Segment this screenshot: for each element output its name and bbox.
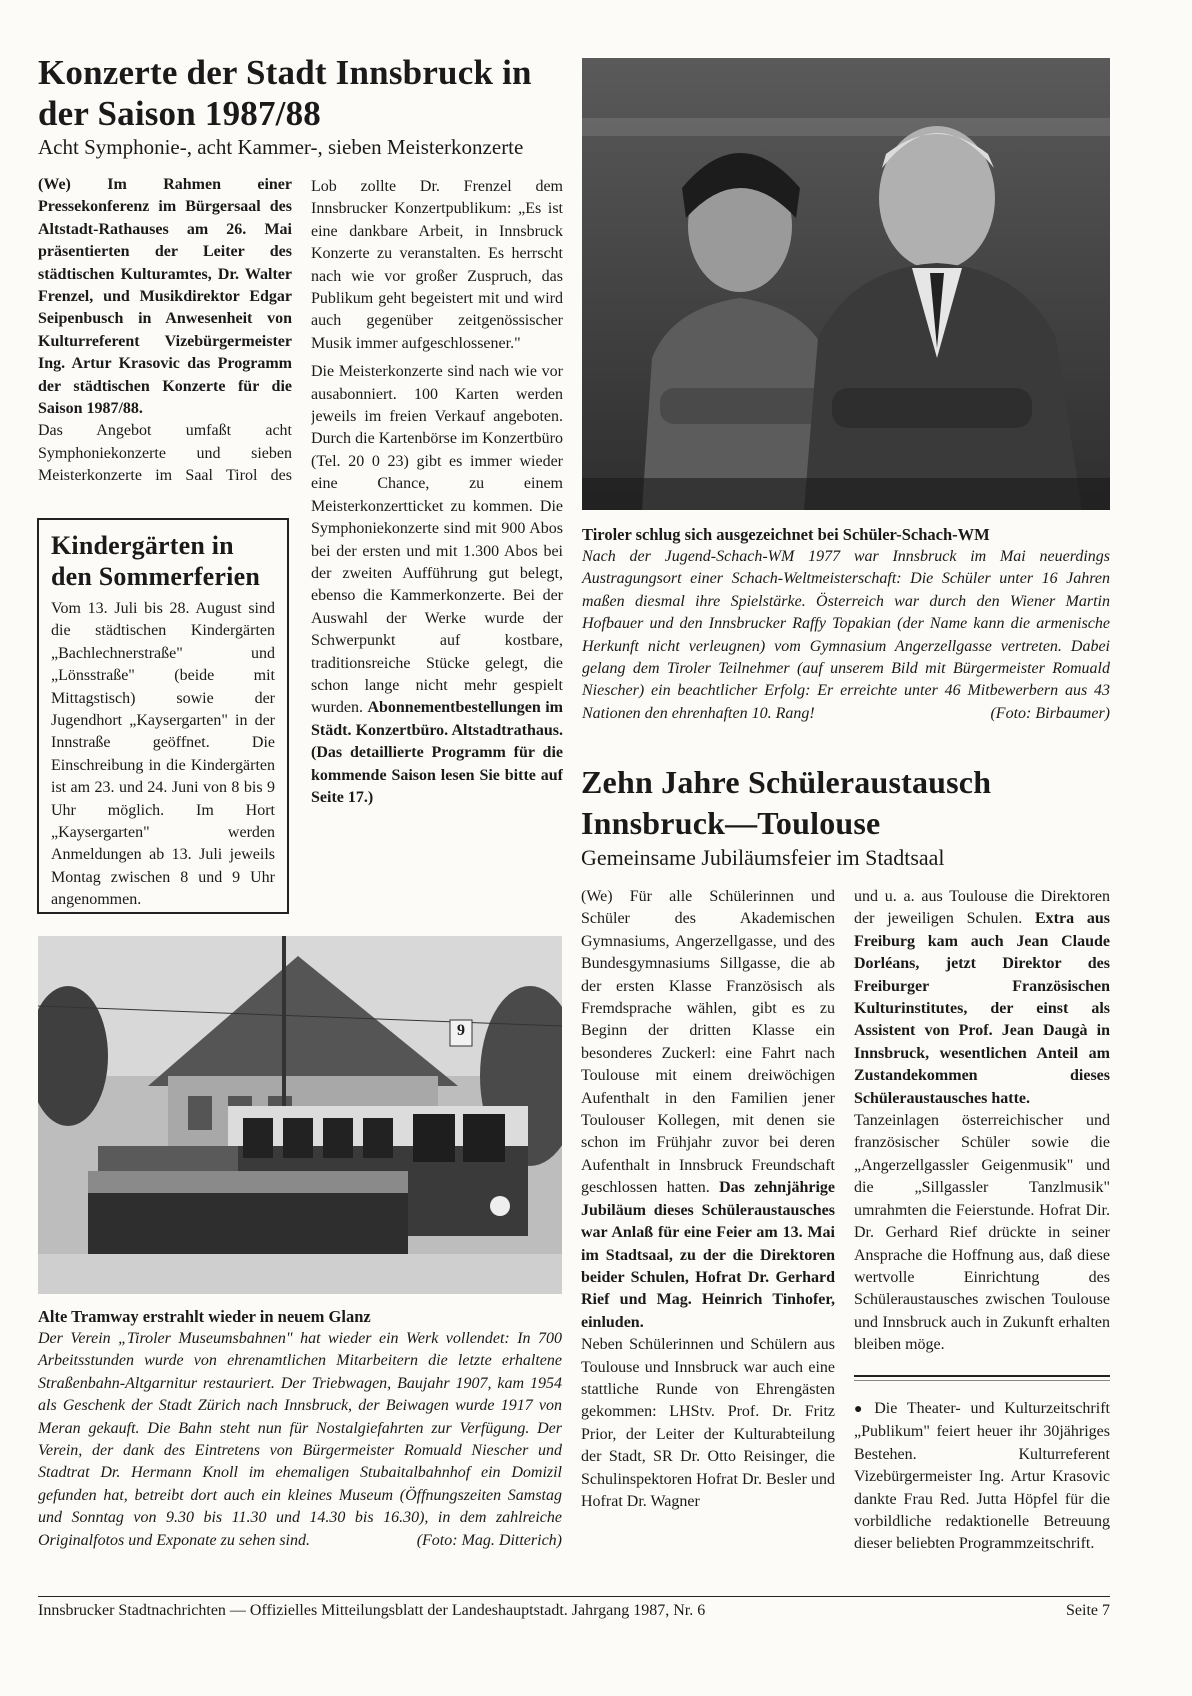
chess-caption-text: Nach der Jugend-Schach-WM 1977 war Innsbruck im Mai neuerdings Austragungsort einer Schach-Weltmeisterschaft: Die Schüler unter 16 Jahren maßen diesmal ihre Spielstärke. Österreich war durch den Wiener Martin Hofbauer und den Innsbrucker Raffy Topakian (der Name kann die armenische Herkunft nicht verleugnen) vom Gymnasium Angerzellgasse vertreten. Dabei gelang dem Tiroler Teilnehmer (auf unserem Bild mit Bürgermeister Romuald Niescher) ein beachtlicher Erfolg: Er erreichte unter 46 Mitbewerbern aus 43 Nationen den ehrenhaften 10. Rang! [582,548,1110,722]
exchange-subhead: Gemeinsame Jubiläumsfeier im Stadtsaal [581,845,945,870]
tram-caption-body [38,1328,562,1552]
tram-photo-credit: (Foto: Mag. Ditterich) [416,1531,562,1549]
kindergarten-body: Vom 13. Juli bis 28. August sind die städtischen Kindergärten „Bachlechnerstraße" und „Lönsstraße" (beide mit Mittagstisch) sowie der Jugendhort „Kaysergarten" in der Innstraße geöffnet. Die Einschreibung in die Kindergärten ist am 23. und 24. Juni von 8 bis 9 Uhr möglich. Im Hort „Kaysergarten" werden Anmeldungen ab 13. Juli jeweils Montag zwischen 8 und 9 Uhr angenommen. [51,600,275,909]
exchange-jubilee-info: Das zehnjährige Jubiläum dieses Schüleraustausches war Anlaß für eine Feier am 13. Mai im Stadtsaal, zu der die Direktoren beider Schulen, Hofrat Dr. Gerhard Rief und Mag. Heinrich Tinhofer, einluden. [581,1179,835,1331]
concert-paragraph-1: Das Angebot umfaßt acht Symphoniekonzerte und sieben Meisterkonzerte im Saal Tirol des [38,422,292,485]
concert-paragraph-3 [311,361,563,809]
kindergarten-box [37,518,289,914]
concert-paragraph-3-text: Die Meisterkonzerte sind nach wie vor ausabonniert. 100 Karten werden jeweils im freien Verkauf angeboten. Durch die Kartenbörse im Konzertbüro (Tel. 20 0 23) gibt es immer wieder eine Chance, zu einem Meisterkonzertticket zu kommen. Die Symphoniekonzerte sind mit 900 Abos bei der ersten und mit 1.300 Abos bei der zweiten Aufführung gut belegt, ebenso die Kammerkonzerte. Bei der Auswahl der Werke wurde der Schwerpunkt auf kostbare, traditionsreiche Stücke gelegt, die schon lange nicht mehr gespielt wurden. [311,363,563,717]
concert-subhead: Acht Symphonie-, acht Kammer-, sieben Meisterkonzerte [38,135,524,159]
bullet-icon: ● [854,1402,869,1417]
concert-headline: Konzerte der Stadt Innsbruck in der Saison 1987/88 [38,53,532,133]
tram-photo-image [38,936,562,1294]
tram-caption [38,1306,562,1552]
footer-left: Innsbrucker Stadtnachrichten — Offizielles Mitteilungsblatt der Landeshauptstadt. Jahrgang 1987, Nr. 6 [38,1602,706,1619]
exchange-paragraph-1 [581,886,835,1334]
chess-photo-credit: (Foto: Birbaumer) [990,704,1110,722]
brief-divider-1 [854,1375,1110,1377]
exchange-paragraph-2: Neben Schülerinnen und Schülern aus Toulouse und Innsbruck war auch eine stattliche Runde von Ehrengästen gekommen: LHStv. Prof. Dr. Fritz Prior, der Leiter der Kulturabteilung der Stadt, SR Dr. Otto Reisinger, die Schulinspektoren Hofrat Dr. Besler und Hofrat Dr. Wagner [581,1336,835,1510]
chess-caption-body [582,546,1110,725]
concert-paragraph-2: Lob zollte Dr. Frenzel dem Innsbrucker Konzertpublikum: „Es ist eine dankbare Arbeit, in Innsbruck Konzerte zu veranstalten. Es herrscht nach wie vor großer Zuspruch, das Publikum geht begeistert mit und wird auch gegenüber zeitgenössischer Musik immer aufgeschlossener." [311,178,563,352]
tram-caption-title: Alte Tramway erstrahlt wieder in neuem Glanz [38,1307,371,1326]
concert-column-2 [311,174,563,924]
publikum-notice-text: Die Theater- und Kulturzeitschrift „Publikum" feiert heuer ihr 30jähriges Bestehen. Kulturreferent Vizebürgermeister Ing. Artur Krasovic dankte Frau Red. Jutta Höpfel für die vorbildliche redaktionelle Betreuung dieser beliebten Programmzeitschrift. [854,1400,1110,1553]
exchange-column-2 [854,886,1110,1366]
exchange-column-1 [581,886,835,1576]
chess-caption [582,524,1110,725]
tram-caption-text: Der Verein „Tiroler Museumsbahnen" hat wieder ein Werk vollendet: In 700 Arbeitsstunden wurde von ehrenamtlichen Mitarbeitern die letzte erhaltene Straßenbahn-Altgarnitur restauriert. Der Triebwagen, Baujahr 1907, kam 1954 als Geschenk der Stadt Zürich nach Innsbruck, der Beiwagen wurde 1917 von Meran gekauft. Die Bahn steht nun für Nostalgiefahrten zur Verfügung. Der Verein, der dank des Eintretens von Bürgermeister Romuald Niescher und Stadtrat Dr. Hermann Knoll im ehemaligen Stubaitalbahnhof ein Domizil gefunden hat, betreibt dort auch ein kleines Museum (Öffnungszeiten Samstag und Sonntag von 9.30 bis 11.30 und 14.30 bis 16.30), in dem zahlreiche Originalfotos und Exponate zu sehen sind. [38,1330,562,1549]
exchange-guest-info: Extra aus Freiburg kam auch Jean Claude Dorléans, jetzt Direktor des Freiburger Französischen Kulturinstitutes, der einst als Assistent von Prof. Jean Daugà in Innsbruck, wesentlichen Anteil am Zustandekommen dieses Schüleraustausches hatte. [854,910,1110,1107]
concert-order-info: Abonnementbestellungen im Städt. Konzertbüro. Altstadtrathaus. (Das detaillierte Programm für die kommende Saison lesen Sie bitte auf Seite 17.) [311,699,563,806]
chess-photo-image [582,58,1110,510]
tram-photo [38,936,562,1294]
tram-car-number: 9 [457,1022,465,1039]
exchange-paragraph-4: Tanzeinlagen österreichischer und französischer Schüler sowie die „Angerzellgassler Geigenmusik" und die „Sillgassler Tanzlmusik" umrahmten die Feierstunde. Hofrat Dir. Dr. Gerhard Rief drückte in seiner Ansprache die Hoffnung aus, daß diese wertvolle Einrichtung des Schüleraustausches zwischen Toulouse und Innsbruck auch in Zukunft erhalten bleiben möge. [854,1112,1110,1354]
page-number: Seite 7 [1066,1602,1110,1619]
chess-photo [582,58,1110,510]
publikum-notice [854,1398,1110,1556]
exchange-paragraph-3 [854,886,1110,1110]
exchange-paragraph-3-text: und u. a. aus Toulouse die Direktoren der jeweiligen Schulen. [854,888,1110,928]
chess-caption-title: Tiroler schlug sich ausgezeichnet bei Schüler-Schach-WM [582,525,990,544]
exchange-headline: Zehn Jahre Schüleraustausch Innsbruck—Toulouse [581,764,992,841]
brief-divider-2 [854,1380,1110,1381]
concert-column-1 [38,174,292,500]
footer-rule [38,1596,1110,1597]
concert-lead: (We) Im Rahmen einer Pressekonferenz im Bürgersaal des Altstadt-Rathauses am 26. Mai präsentierten der Leiter des städtischen Kulturamtes, Dr. Walter Frenzel, und Musikdirektor Edgar Seipenbusch in Anwesenheit von Kulturreferent Vizebürgermeister Ing. Artur Krasovic das Programm der städtischen Konzerte für die Saison 1987/88. [38,176,292,418]
exchange-paragraph-1-text: (We) Für alle Schülerinnen und Schüler des Akademischen Gymnasiums, Angerzellgasse, und des Bundesgymnasiums Sillgasse, die ab der ersten Klasse Französisch als Fremdsprache wählen, gibt es zu Beginn der dritten Klasse ein besonderes Zuckerl: eine Fahrt nach Toulouse mit einem dreiwöchigen Aufenthalt in den Familien jener Toulouser Kollegen, mit denen sie schon im Frühjahr zuvor bei deren Aufenthalt in Innsbruck Freundschaft geschlossen hatten. [581,888,835,1197]
kindergarten-headline: Kindergärten in den Sommerferien [51,531,260,591]
